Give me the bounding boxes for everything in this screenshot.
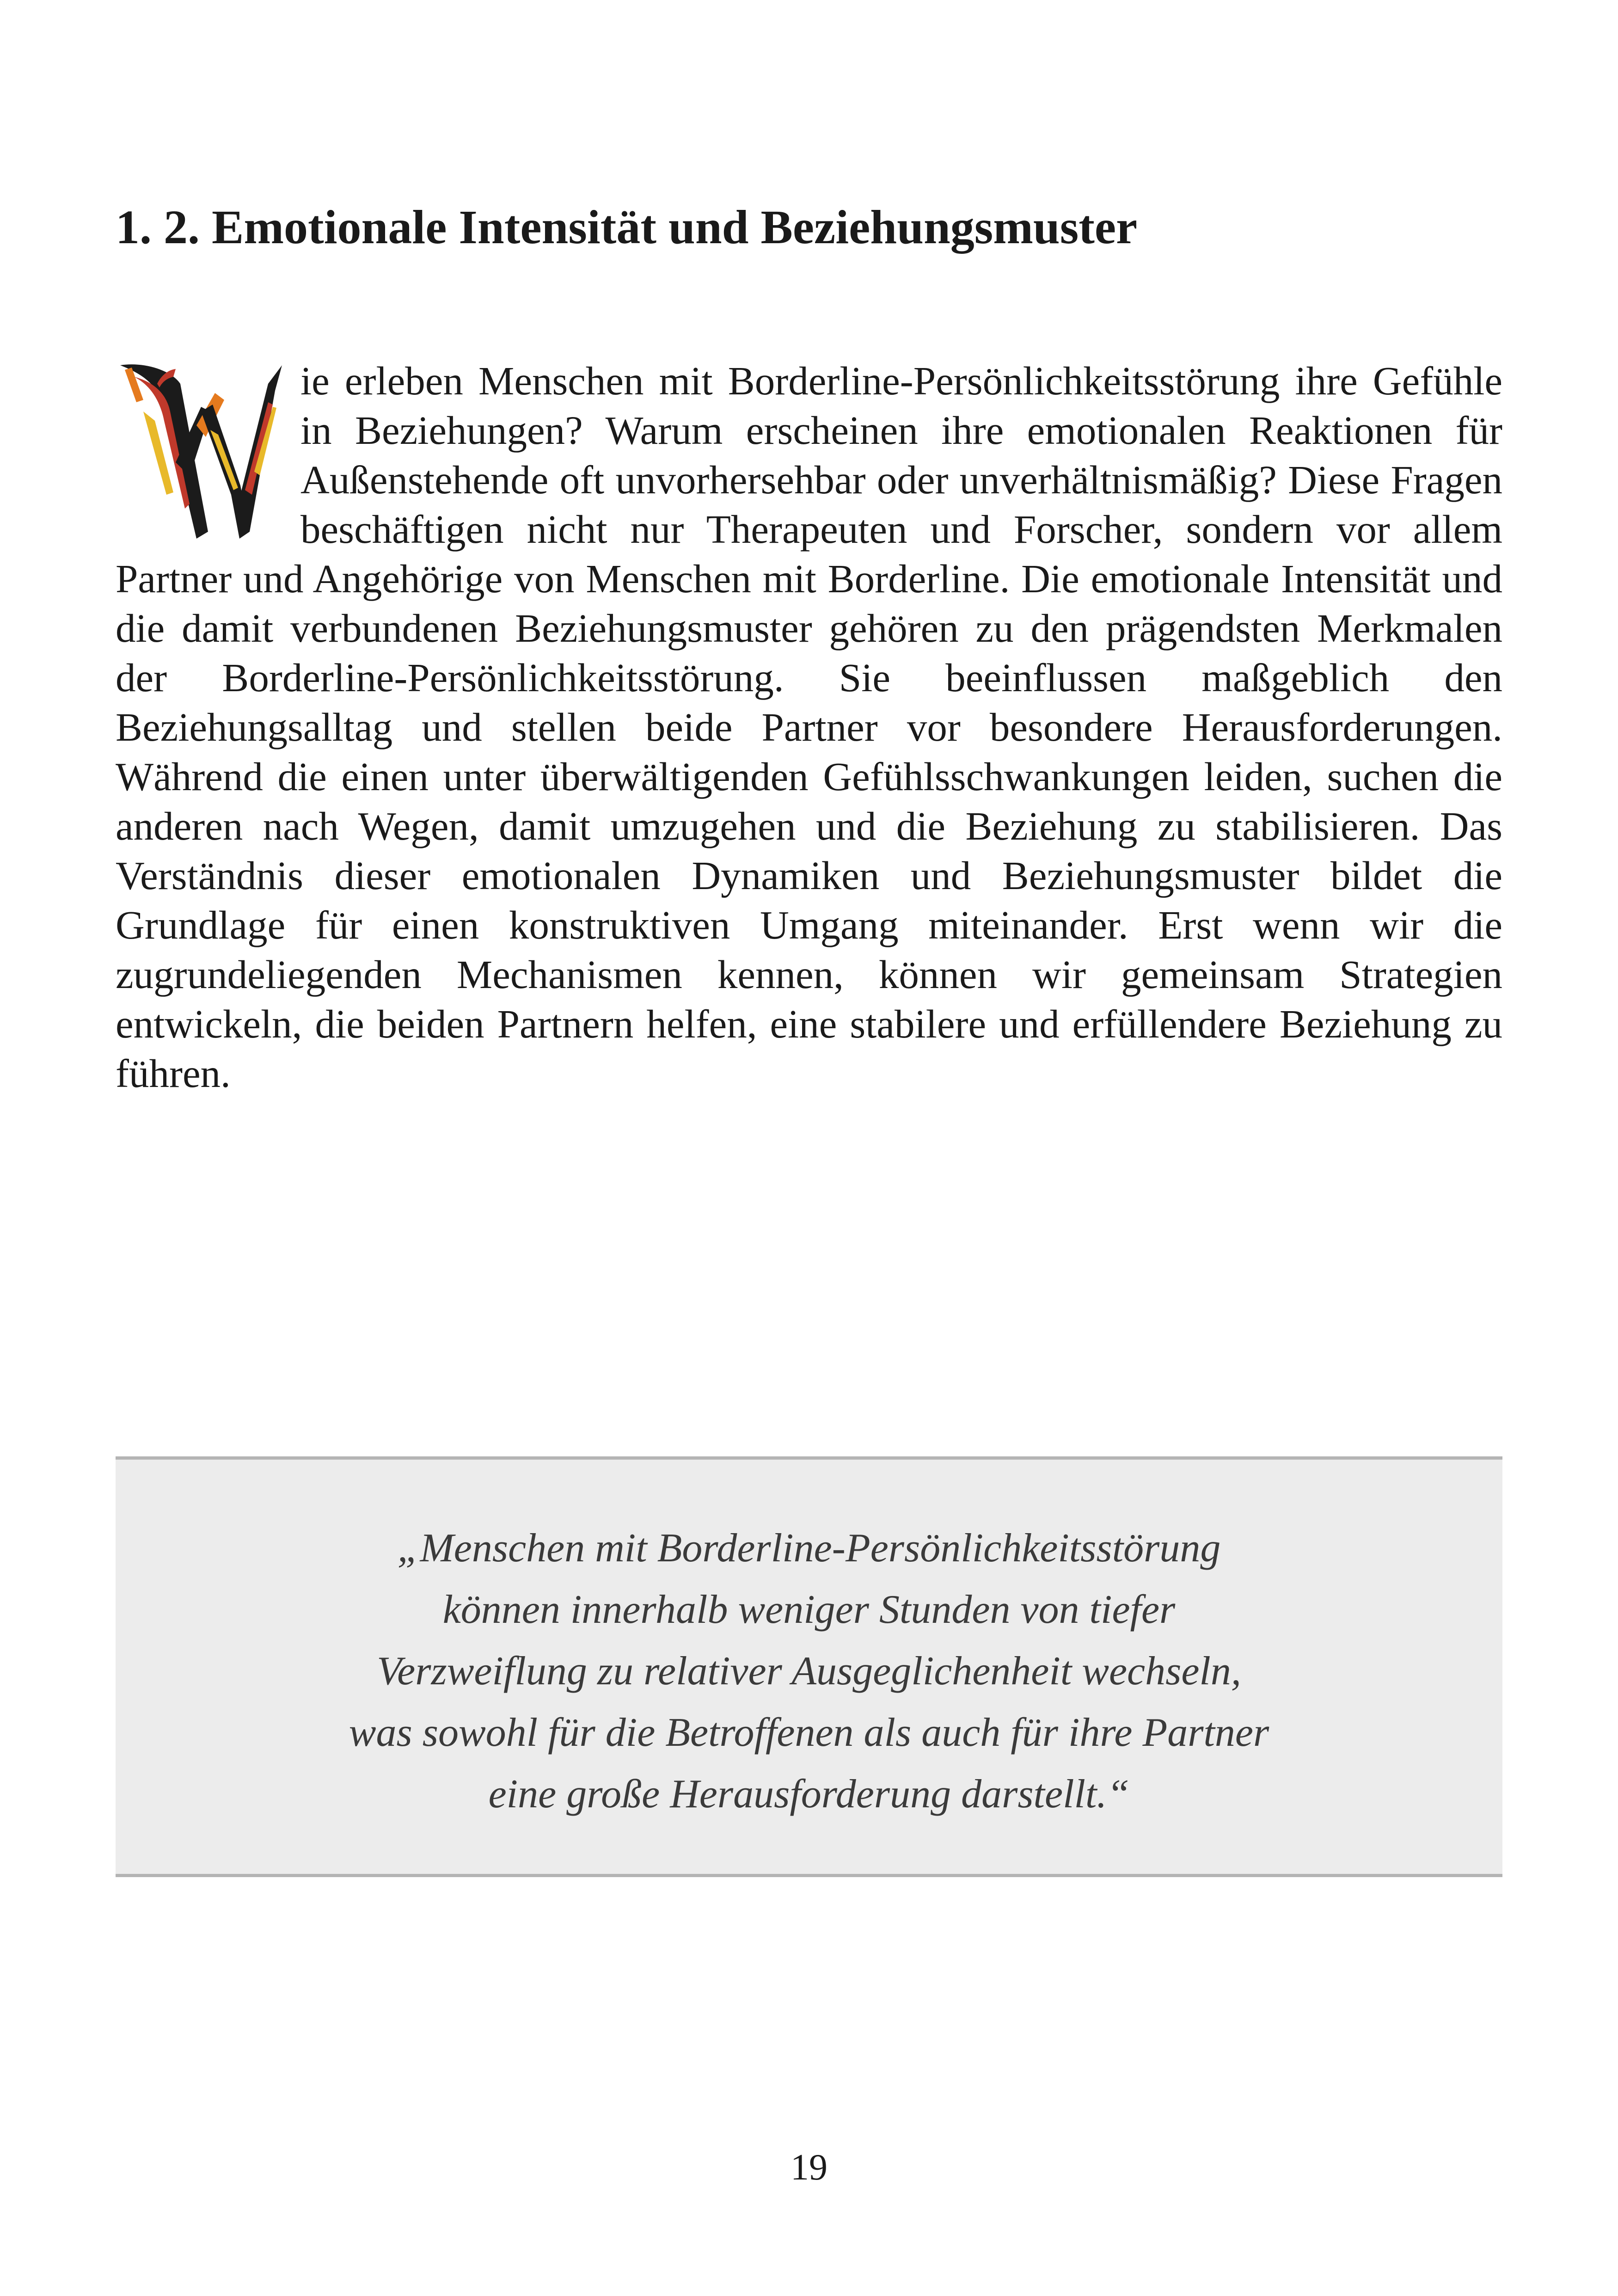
quote-line: eine große Herausforderung darstellt.“ (488, 1772, 1130, 1817)
page-number: 19 (791, 2147, 827, 2188)
quote-line: „Menschen mit Borderline-Persönlichkeitsstörung (397, 1526, 1221, 1571)
quote-line: was sowohl für die Betroffenen als auch für ihre Partner (349, 1710, 1269, 1755)
quote-line: Verzweiflung zu relativer Ausgeglichenheit wechseln, (377, 1649, 1241, 1694)
pull-quote (116, 1517, 1502, 1825)
dropcap-w-icon (116, 356, 300, 554)
dropcap-w-graphic (116, 356, 287, 550)
body-paragraph (116, 356, 1502, 1098)
quote-line: können innerhalb weniger Stunden von tiefer (442, 1587, 1176, 1632)
section-heading: 1. 2. Emotionale Intensität und Beziehungsmuster (116, 201, 1138, 254)
body-text: ie erleben Menschen mit Borderline-Persönlichkeitsstörung ihre Gefühle in Beziehungen? Warum erscheinen ihre emotionalen Reaktionen für Außenstehende oft unvorhersehbar oder unverhältnismäßig? Diese Fragen beschäftigen nicht nur Therapeuten und Forscher, sondern vor allem Partner und Angehörige von Menschen mit Borderline. Die emotionale Intensität und die damit verbundenen Beziehungsmuster gehören zu den prägendsten Merkmalen der Borderline-Persönlichkeitsstörung. Sie beeinflussen maßgeblich den Beziehungsalltag und stellen beide Partner vor besondere Herausforderungen. Während die einen unter überwältigenden Gefühlsschwankungen leiden, suchen die anderen nach Wegen, damit umzugehen und die Beziehung zu stabilisieren. Das Verständnis dieser emotionalen Dynamiken und Beziehungsmuster bildet die Grundlage für einen konstruktiven Umgang miteinander. Erst wenn wir die zugrundeliegenden Mechanismen kennen, können wir gemeinsam Strategien entwickeln, die beiden Partnern helfen, eine stabilere und erfüllendere Beziehung zu führen. (116, 358, 1502, 1096)
pull-quote-box (116, 1456, 1502, 1877)
